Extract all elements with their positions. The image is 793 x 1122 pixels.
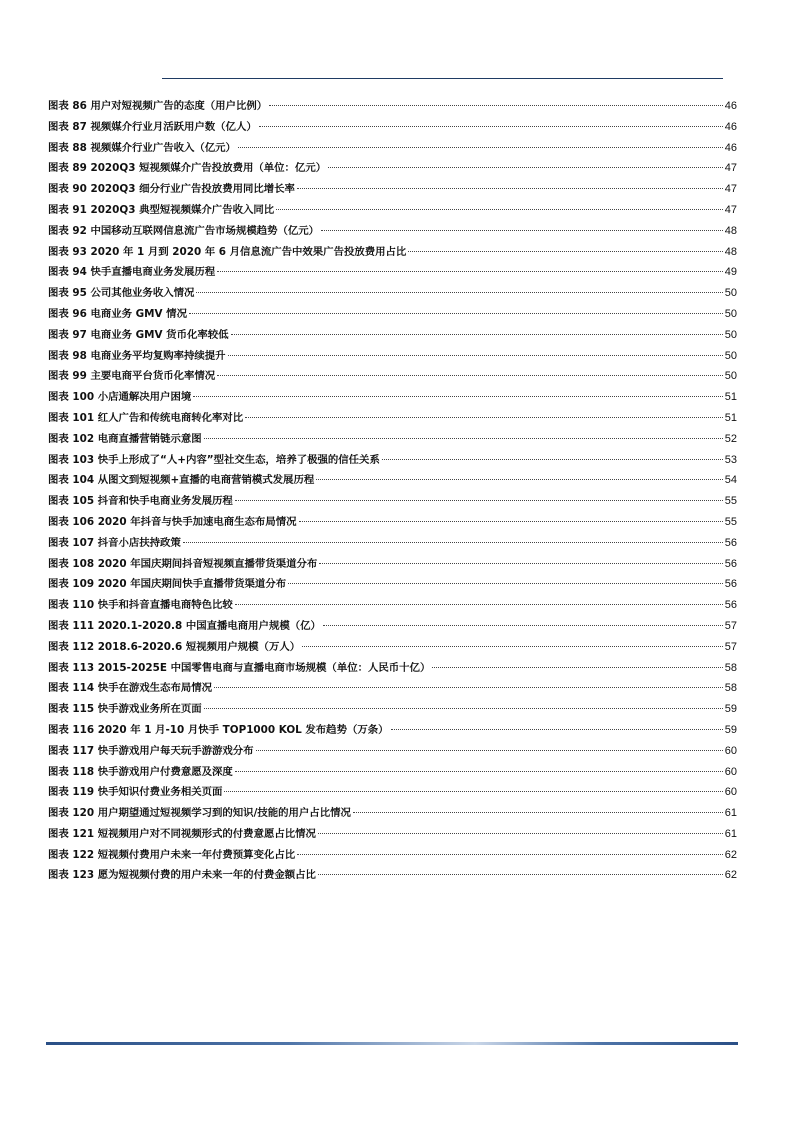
toc-entry-page-number: 47 — [724, 183, 737, 196]
toc-entry-label: 图表 109 2020 年国庆期间快手直播带货渠道分布 — [48, 578, 287, 591]
toc-dot-leader — [288, 583, 723, 584]
toc-entry[interactable] — [48, 409, 737, 430]
toc-entry[interactable] — [48, 866, 737, 887]
toc-entry[interactable] — [48, 451, 737, 472]
toc-entry[interactable] — [48, 471, 737, 492]
toc-dot-leader — [256, 750, 723, 751]
toc-dot-leader — [318, 874, 723, 875]
toc-dot-leader — [235, 771, 723, 772]
toc-dot-leader — [217, 271, 723, 272]
toc-dot-leader — [318, 833, 723, 834]
toc-dot-leader — [432, 667, 722, 668]
toc-entry-label: 图表 89 2020Q3 短视频媒介广告投放费用（单位：亿元） — [48, 162, 327, 175]
toc-entry[interactable] — [48, 430, 737, 451]
toc-entry[interactable] — [48, 575, 737, 596]
toc-entry[interactable] — [48, 326, 737, 347]
toc-entry-page-number: 58 — [724, 682, 737, 695]
toc-entry-page-number: 46 — [724, 120, 737, 133]
toc-entry-page-number: 47 — [724, 162, 737, 175]
toc-entry[interactable] — [48, 763, 737, 784]
toc-entry[interactable] — [48, 305, 737, 326]
toc-entry-label: 图表 102 电商直播营销链示意图 — [48, 432, 202, 445]
header-rule — [162, 78, 723, 79]
toc-entry[interactable] — [48, 139, 737, 160]
toc-dot-leader — [235, 500, 723, 501]
toc-entry[interactable] — [48, 347, 737, 368]
toc-entry-label: 图表 120 用户期望通过短视频学习到的知识/技能的用户占比情况 — [48, 807, 351, 820]
toc-entry-label: 图表 116 2020 年 1 月-10 月快手 TOP1000 KOL 发布趋势（万条） — [48, 723, 389, 736]
toc-dot-leader — [204, 438, 723, 439]
toc-entry[interactable] — [48, 97, 737, 118]
toc-entry[interactable] — [48, 159, 737, 180]
toc-entry[interactable] — [48, 846, 737, 867]
toc-entry-label: 图表 123 愿为短视频付费的用户未来一年的付费金额占比 — [48, 869, 316, 882]
toc-dot-leader — [245, 417, 723, 418]
toc-entry[interactable] — [48, 617, 737, 638]
toc-entry-label: 图表 107 抖音小店扶持政策 — [48, 536, 181, 549]
toc-dot-leader — [217, 375, 723, 376]
toc-entry-label: 图表 112 2018.6-2020.6 短视频用户规模（万人） — [48, 640, 301, 653]
toc-entry-page-number: 59 — [724, 703, 737, 716]
toc-entry[interactable] — [48, 659, 737, 680]
toc-entry-label: 图表 99 主要电商平台货币化率情况 — [48, 370, 216, 383]
toc-dot-leader — [391, 729, 723, 730]
toc-entry-label: 图表 95 公司其他业务收入情况 — [48, 287, 195, 300]
toc-entry[interactable] — [48, 534, 737, 555]
toc-entry-label: 图表 110 快手和抖音直播电商特色比较 — [48, 599, 233, 612]
toc-dot-leader — [297, 854, 723, 855]
toc-dot-leader — [183, 542, 723, 543]
toc-entry[interactable] — [48, 742, 737, 763]
figure-index — [48, 97, 737, 887]
toc-entry[interactable] — [48, 513, 737, 534]
toc-entry-page-number: 62 — [724, 869, 737, 882]
toc-entry[interactable] — [48, 700, 737, 721]
toc-dot-leader — [297, 188, 723, 189]
toc-entry-page-number: 48 — [724, 245, 737, 258]
toc-entry-label: 图表 111 2020.1-2020.8 中国直播电商用户规模（亿） — [48, 619, 321, 632]
toc-entry-page-number: 56 — [724, 599, 737, 612]
toc-entry-page-number: 46 — [724, 100, 737, 112]
toc-dot-leader — [231, 334, 723, 335]
toc-dot-leader — [323, 625, 723, 626]
toc-entry-label: 图表 113 2015-2025E 中国零售电商与直播电商市场规模（单位：人民币十亿） — [48, 661, 431, 674]
toc-entry-page-number: 48 — [724, 224, 737, 237]
toc-entry-label: 图表 88 视频媒介行业广告收入（亿元） — [48, 141, 236, 154]
toc-dot-leader — [196, 292, 722, 293]
toc-entry-label: 图表 118 快手游戏用户付费意愿及深度 — [48, 765, 233, 778]
toc-entry-page-number: 50 — [724, 370, 737, 383]
toc-entry[interactable] — [48, 679, 737, 700]
toc-entry-label: 图表 115 快手游戏业务所在页面 — [48, 703, 202, 716]
toc-entry[interactable] — [48, 180, 737, 201]
toc-entry-label: 图表 105 抖音和快手电商业务发展历程 — [48, 495, 233, 508]
toc-entry-label: 图表 93 2020 年 1 月到 2020 年 6 月信息流广告中效果广告投放费用占比 — [48, 245, 407, 258]
toc-entry-label: 图表 108 2020 年国庆期间抖音短视频直播带货渠道分布 — [48, 557, 318, 570]
toc-entry-page-number: 57 — [724, 619, 737, 632]
toc-entry-page-number: 55 — [724, 515, 737, 528]
toc-entry-page-number: 56 — [724, 578, 737, 591]
toc-entry-page-number: 58 — [724, 661, 737, 674]
toc-entry[interactable] — [48, 783, 737, 804]
toc-entry-label: 图表 96 电商业务 GMV 情况 — [48, 307, 187, 320]
toc-dot-leader — [382, 459, 723, 460]
toc-dot-leader — [269, 105, 723, 106]
toc-entry-label: 图表 114 快手在游戏生态布局情况 — [48, 682, 213, 695]
toc-entry-label: 图表 104 从图文到短视频+直播的电商营销模式发展历程 — [48, 474, 315, 487]
toc-entry-page-number: 62 — [724, 848, 737, 861]
toc-entry[interactable] — [48, 201, 737, 222]
toc-entry-label: 图表 103 快手上形成了“人+内容”型社交生态，培养了极强的信任关系 — [48, 453, 380, 466]
toc-entry-label: 图表 86 用户对短视频广告的态度（用户比例） — [48, 100, 268, 112]
toc-entry-page-number: 61 — [724, 807, 737, 820]
toc-dot-leader — [302, 646, 723, 647]
toc-entry-page-number: 51 — [724, 391, 737, 404]
toc-entry-label: 图表 97 电商业务 GMV 货币化率较低 — [48, 328, 229, 341]
toc-dot-leader — [238, 147, 723, 148]
toc-entry-page-number: 59 — [724, 723, 737, 736]
toc-entry-page-number: 46 — [724, 141, 737, 154]
toc-entry[interactable] — [48, 284, 737, 305]
toc-dot-leader — [259, 126, 723, 127]
toc-entry-page-number: 51 — [724, 411, 737, 424]
toc-entry-label: 图表 100 小店通解决用户困境 — [48, 391, 192, 404]
toc-dot-leader — [276, 209, 723, 210]
toc-entry-page-number: 47 — [724, 203, 737, 216]
toc-entry-label: 图表 101 红人广告和传统电商转化率对比 — [48, 411, 244, 424]
toc-entry-page-number: 55 — [724, 495, 737, 508]
toc-entry[interactable] — [48, 596, 737, 617]
toc-entry-page-number: 60 — [724, 786, 737, 799]
toc-entry-label: 图表 91 2020Q3 典型短视频媒介广告收入同比 — [48, 203, 275, 216]
toc-dot-leader — [353, 812, 723, 813]
toc-entry-label: 图表 122 短视频付费用户未来一年付费预算变化占比 — [48, 848, 296, 861]
toc-dot-leader — [214, 687, 723, 688]
toc-dot-leader — [321, 230, 723, 231]
toc-dot-leader — [299, 521, 723, 522]
toc-dot-leader — [316, 479, 723, 480]
toc-entry-page-number: 61 — [724, 827, 737, 840]
toc-dot-leader — [408, 251, 722, 252]
toc-entry-label: 图表 98 电商业务平均复购率持续提升 — [48, 349, 226, 362]
toc-entry-label: 图表 119 快手知识付费业务相关页面 — [48, 786, 223, 799]
toc-entry-label: 图表 94 快手直播电商业务发展历程 — [48, 266, 216, 279]
toc-entry[interactable] — [48, 263, 737, 284]
toc-entry[interactable] — [48, 222, 737, 243]
toc-entry-label: 图表 117 快手游戏用户每天玩手游游戏分布 — [48, 744, 254, 757]
toc-dot-leader — [235, 604, 723, 605]
toc-entry[interactable] — [48, 555, 737, 576]
toc-entry-label: 图表 92 中国移动互联网信息流广告市场规模趋势（亿元） — [48, 224, 320, 237]
toc-entry[interactable] — [48, 638, 737, 659]
toc-entry-page-number: 54 — [724, 474, 737, 487]
toc-entry[interactable] — [48, 118, 737, 139]
toc-entry[interactable] — [48, 492, 737, 513]
toc-entry-page-number: 60 — [724, 744, 737, 757]
toc-entry[interactable] — [48, 367, 737, 388]
toc-entry[interactable] — [48, 721, 737, 742]
toc-entry-page-number: 50 — [724, 287, 737, 300]
toc-dot-leader — [204, 708, 723, 709]
toc-entry-page-number: 50 — [724, 307, 737, 320]
toc-entry-page-number: 52 — [724, 432, 737, 445]
footer-rule — [46, 1042, 738, 1045]
toc-entry-page-number: 50 — [724, 328, 737, 341]
toc-entry-page-number: 50 — [724, 349, 737, 362]
toc-dot-leader — [328, 167, 723, 168]
toc-dot-leader — [189, 313, 723, 314]
toc-entry-page-number: 57 — [724, 640, 737, 653]
toc-entry-page-number: 49 — [724, 266, 737, 279]
toc-entry-label: 图表 106 2020 年抖音与快手加速电商生态布局情况 — [48, 515, 297, 528]
toc-entry-label: 图表 121 短视频用户对不同视频形式的付费意愿占比情况 — [48, 827, 316, 840]
toc-entry-page-number: 56 — [724, 557, 737, 570]
toc-dot-leader — [228, 355, 723, 356]
toc-entry[interactable] — [48, 388, 737, 409]
toc-entry-page-number: 53 — [724, 453, 737, 466]
toc-entry[interactable] — [48, 825, 737, 846]
toc-dot-leader — [224, 791, 722, 792]
toc-entry[interactable] — [48, 804, 737, 825]
toc-dot-leader — [319, 563, 722, 564]
toc-entry-page-number: 60 — [724, 765, 737, 778]
toc-entry[interactable] — [48, 243, 737, 264]
toc-entry-label: 图表 87 视频媒介行业月活跃用户数（亿人） — [48, 120, 257, 133]
toc-dot-leader — [193, 396, 723, 397]
toc-entry-page-number: 56 — [724, 536, 737, 549]
toc-entry-label: 图表 90 2020Q3 细分行业广告投放费用同比增长率 — [48, 183, 295, 196]
